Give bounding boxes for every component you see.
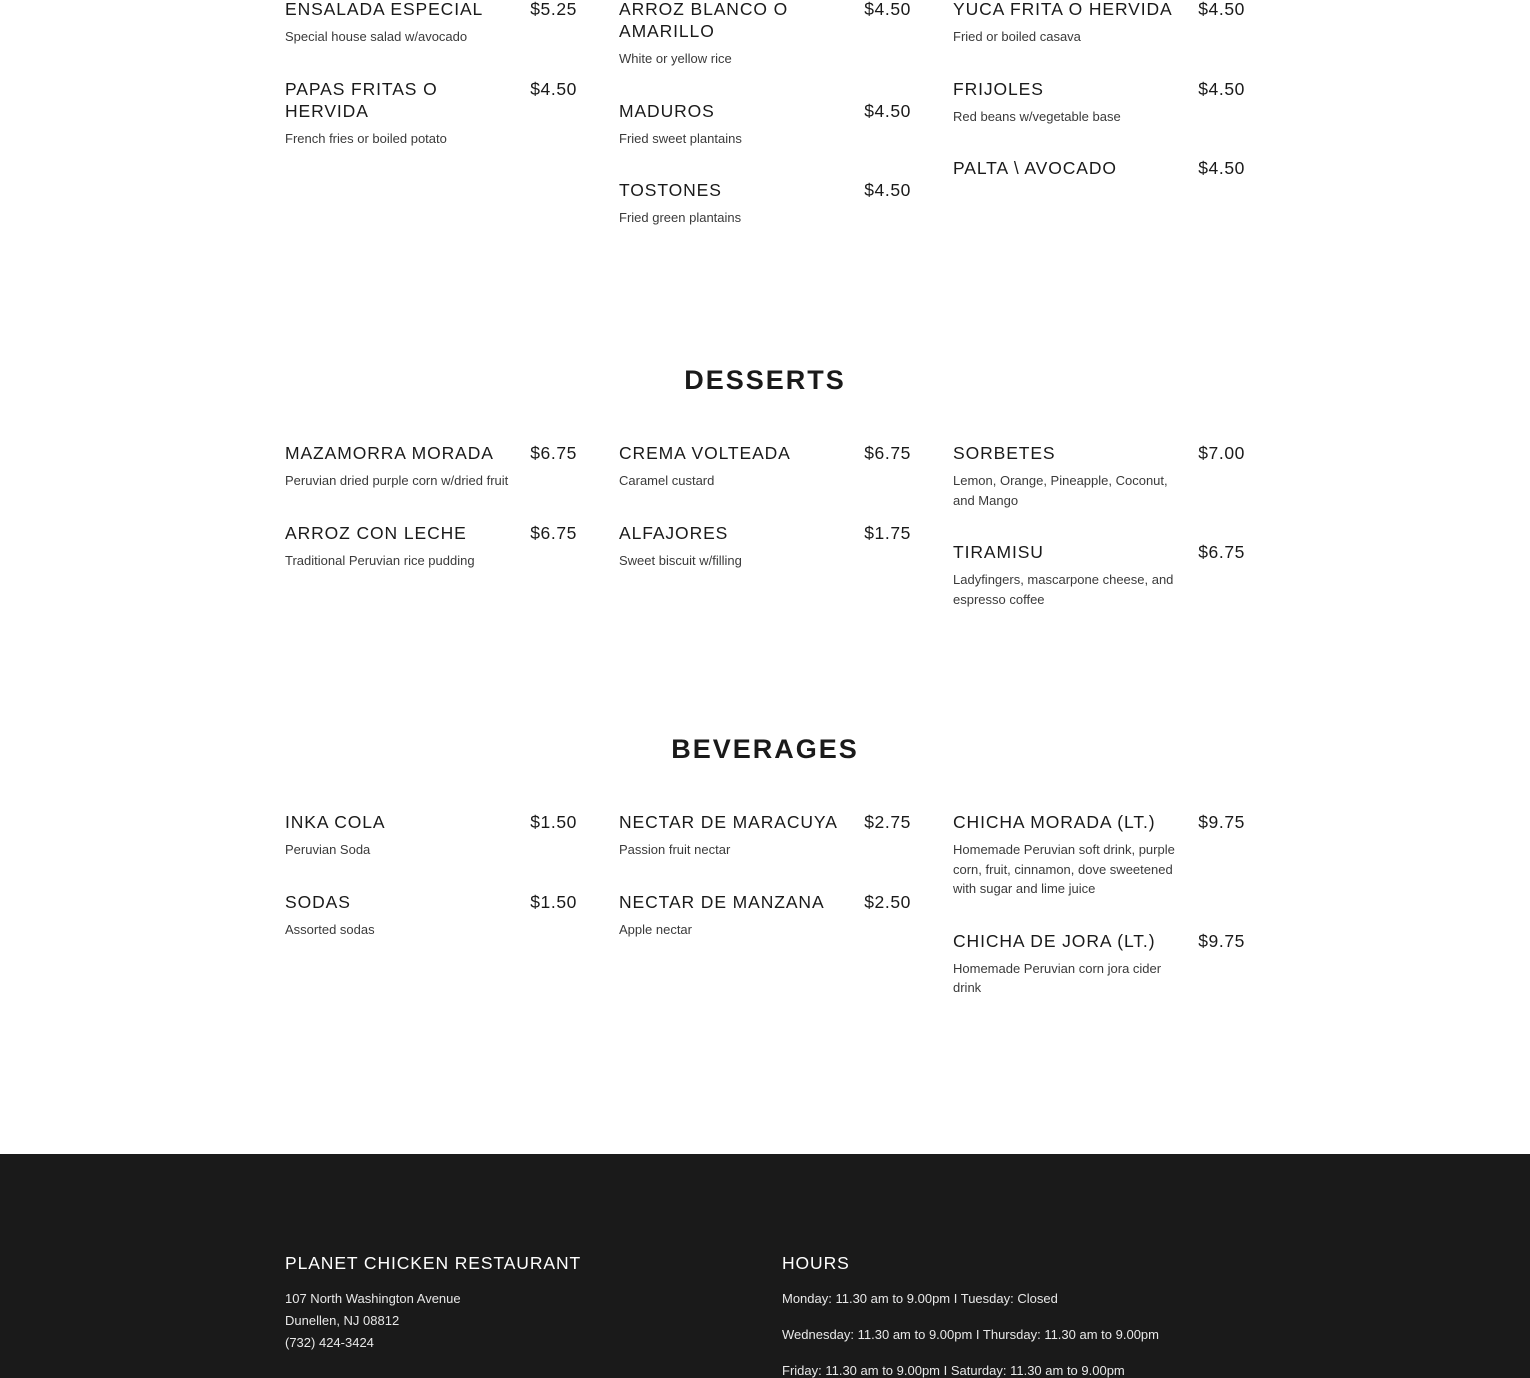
- item-description: Red beans w/vegetable base: [953, 108, 1121, 124]
- item-price: $9.75: [1198, 812, 1245, 832]
- item-price: $1.50: [530, 812, 577, 832]
- menu-item: [619, 0, 911, 69]
- menu-item: [285, 811, 577, 860]
- item-price: $4.50: [1198, 78, 1245, 99]
- menu-item: [953, 811, 1245, 899]
- menu-item: [953, 930, 1245, 998]
- item-name: YUCA FRITA O HERVIDA: [953, 0, 1173, 19]
- menu-item: [953, 157, 1245, 179]
- menu-item: [619, 522, 911, 571]
- item-name: PALTA \ AVOCADO: [953, 158, 1117, 178]
- item-description: White or yellow rice: [619, 51, 732, 66]
- menu-item: [619, 100, 911, 149]
- sides-column-1: [285, 0, 577, 179]
- menu-item: [619, 891, 911, 940]
- item-price: $1.75: [864, 522, 911, 543]
- beverages-column-2: [619, 811, 911, 970]
- site-footer: [0, 1154, 1530, 1378]
- menu-item: [619, 811, 911, 860]
- item-price: $4.50: [864, 100, 911, 121]
- item-description: Ladyfingers, mascarpone cheese, and espresso coffee: [953, 572, 1174, 607]
- item-name: INKA COLA: [285, 812, 386, 832]
- item-description: Homemade Peruvian soft drink, purple corn, fruit, cinnamon, dove sweetened with sugar and lime juice: [953, 842, 1175, 896]
- item-price: $4.50: [530, 78, 577, 99]
- desserts-column-3: [953, 442, 1245, 640]
- item-price: $6.75: [530, 443, 577, 463]
- item-name: NECTAR DE MANZANA: [619, 891, 825, 912]
- restaurant-info: [285, 1252, 581, 1354]
- desserts-column-2: [619, 442, 911, 601]
- item-price: $6.75: [864, 443, 911, 463]
- sides-column-2: [619, 0, 911, 259]
- item-name: MADUROS: [619, 100, 715, 121]
- item-price: $7.00: [1198, 443, 1245, 463]
- desserts-column-1: [285, 442, 577, 601]
- item-description: French fries or boiled potato: [285, 130, 447, 146]
- item-price: $4.50: [864, 180, 911, 200]
- item-description: Fried sweet plantains: [619, 130, 742, 146]
- item-name: CHICHA DE JORA (LT.): [953, 930, 1156, 951]
- menu-item: [953, 442, 1245, 510]
- item-description: Lemon, Orange, Pineapple, Coconut, and Mango: [953, 473, 1168, 508]
- item-price: $2.50: [864, 891, 911, 912]
- item-name: CHICHA MORADA (LT.): [953, 812, 1156, 832]
- item-name: ARROZ CON LECHE: [285, 522, 467, 543]
- item-description: Assorted sodas: [285, 921, 375, 937]
- hours-line: Wednesday: 11.30 am to 9.00pm I Thursday: 11.30 am to 9.00pm: [782, 1327, 1159, 1342]
- beverages-column-1: [285, 811, 577, 970]
- item-description: Apple nectar: [619, 921, 692, 937]
- item-description: Fried green plantains: [619, 210, 742, 225]
- hours-heading: HOURS: [782, 1253, 850, 1273]
- phone-number[interactable]: (732) 424-3424: [285, 1335, 374, 1350]
- item-price: $1.50: [530, 891, 577, 912]
- item-description: Peruvian Soda: [285, 842, 371, 857]
- menu-item: [285, 0, 577, 47]
- menu-item: [619, 442, 911, 491]
- item-name: SORBETES: [953, 443, 1056, 463]
- item-price: $9.75: [1198, 930, 1245, 951]
- hours-line: Friday: 11.30 am to 9.00pm I Saturday: 11.30 am to 9.00pm: [782, 1363, 1125, 1378]
- item-name: MAZAMORRA MORADA: [285, 443, 494, 463]
- item-description: Caramel custard: [619, 473, 715, 488]
- sides-column-3: [953, 0, 1245, 210]
- item-description: Homemade Peruvian corn jora cider drink: [953, 960, 1162, 995]
- item-price: $6.75: [1198, 542, 1245, 562]
- item-price: $4.50: [1198, 158, 1245, 178]
- item-name: CREMA VOLTEADA: [619, 443, 791, 463]
- item-price: $2.75: [864, 812, 911, 832]
- restaurant-name: PLANET CHICKEN RESTAURANT: [285, 1253, 582, 1273]
- item-name: TIRAMISU: [953, 542, 1044, 562]
- item-price: $4.50: [1198, 0, 1245, 19]
- item-description: Peruvian dried purple corn w/dried fruit: [285, 473, 509, 488]
- item-name: TOSTONES: [619, 180, 722, 200]
- hours-info: [782, 1252, 1159, 1378]
- item-price: $4.50: [864, 0, 911, 19]
- item-name: NECTAR DE MARACUYA: [619, 812, 838, 832]
- item-name: SODAS: [285, 891, 351, 912]
- item-description: Traditional Peruvian rice pudding: [285, 552, 475, 568]
- item-price: $5.25: [530, 0, 577, 19]
- menu-item: [953, 0, 1245, 47]
- item-description: Passion fruit nectar: [619, 842, 731, 857]
- item-description: Fried or boiled casava: [953, 29, 1081, 44]
- hours-line: Monday: 11.30 am to 9.00pm I Tuesday: Closed: [782, 1291, 1058, 1306]
- item-price: $6.75: [530, 522, 577, 543]
- beverages-column-3: [953, 811, 1245, 1029]
- beverages-heading: BEVERAGES: [671, 734, 859, 764]
- item-name: PAPAS FRITAS O HERVIDA: [285, 78, 438, 121]
- item-description: Special house salad w/avocado: [285, 29, 468, 44]
- item-name: FRIJOLES: [953, 78, 1044, 99]
- menu-item: [619, 179, 911, 228]
- menu-item: [285, 442, 577, 491]
- item-name: ALFAJORES: [619, 522, 729, 543]
- item-name: ENSALADA ESPECIAL: [285, 0, 484, 19]
- item-description: Sweet biscuit w/filling: [619, 552, 742, 568]
- menu-item: [285, 78, 577, 149]
- address-line-1: 107 North Washington Avenue: [285, 1291, 461, 1306]
- desserts-heading: DESSERTS: [684, 365, 846, 395]
- menu-item: [953, 541, 1245, 609]
- item-name: ARROZ BLANCO O AMARILLO: [619, 0, 789, 41]
- menu-item: [285, 891, 577, 940]
- address-line-2: Dunellen, NJ 08812: [285, 1313, 400, 1328]
- menu-item: [953, 78, 1245, 127]
- menu-item: [285, 522, 577, 571]
